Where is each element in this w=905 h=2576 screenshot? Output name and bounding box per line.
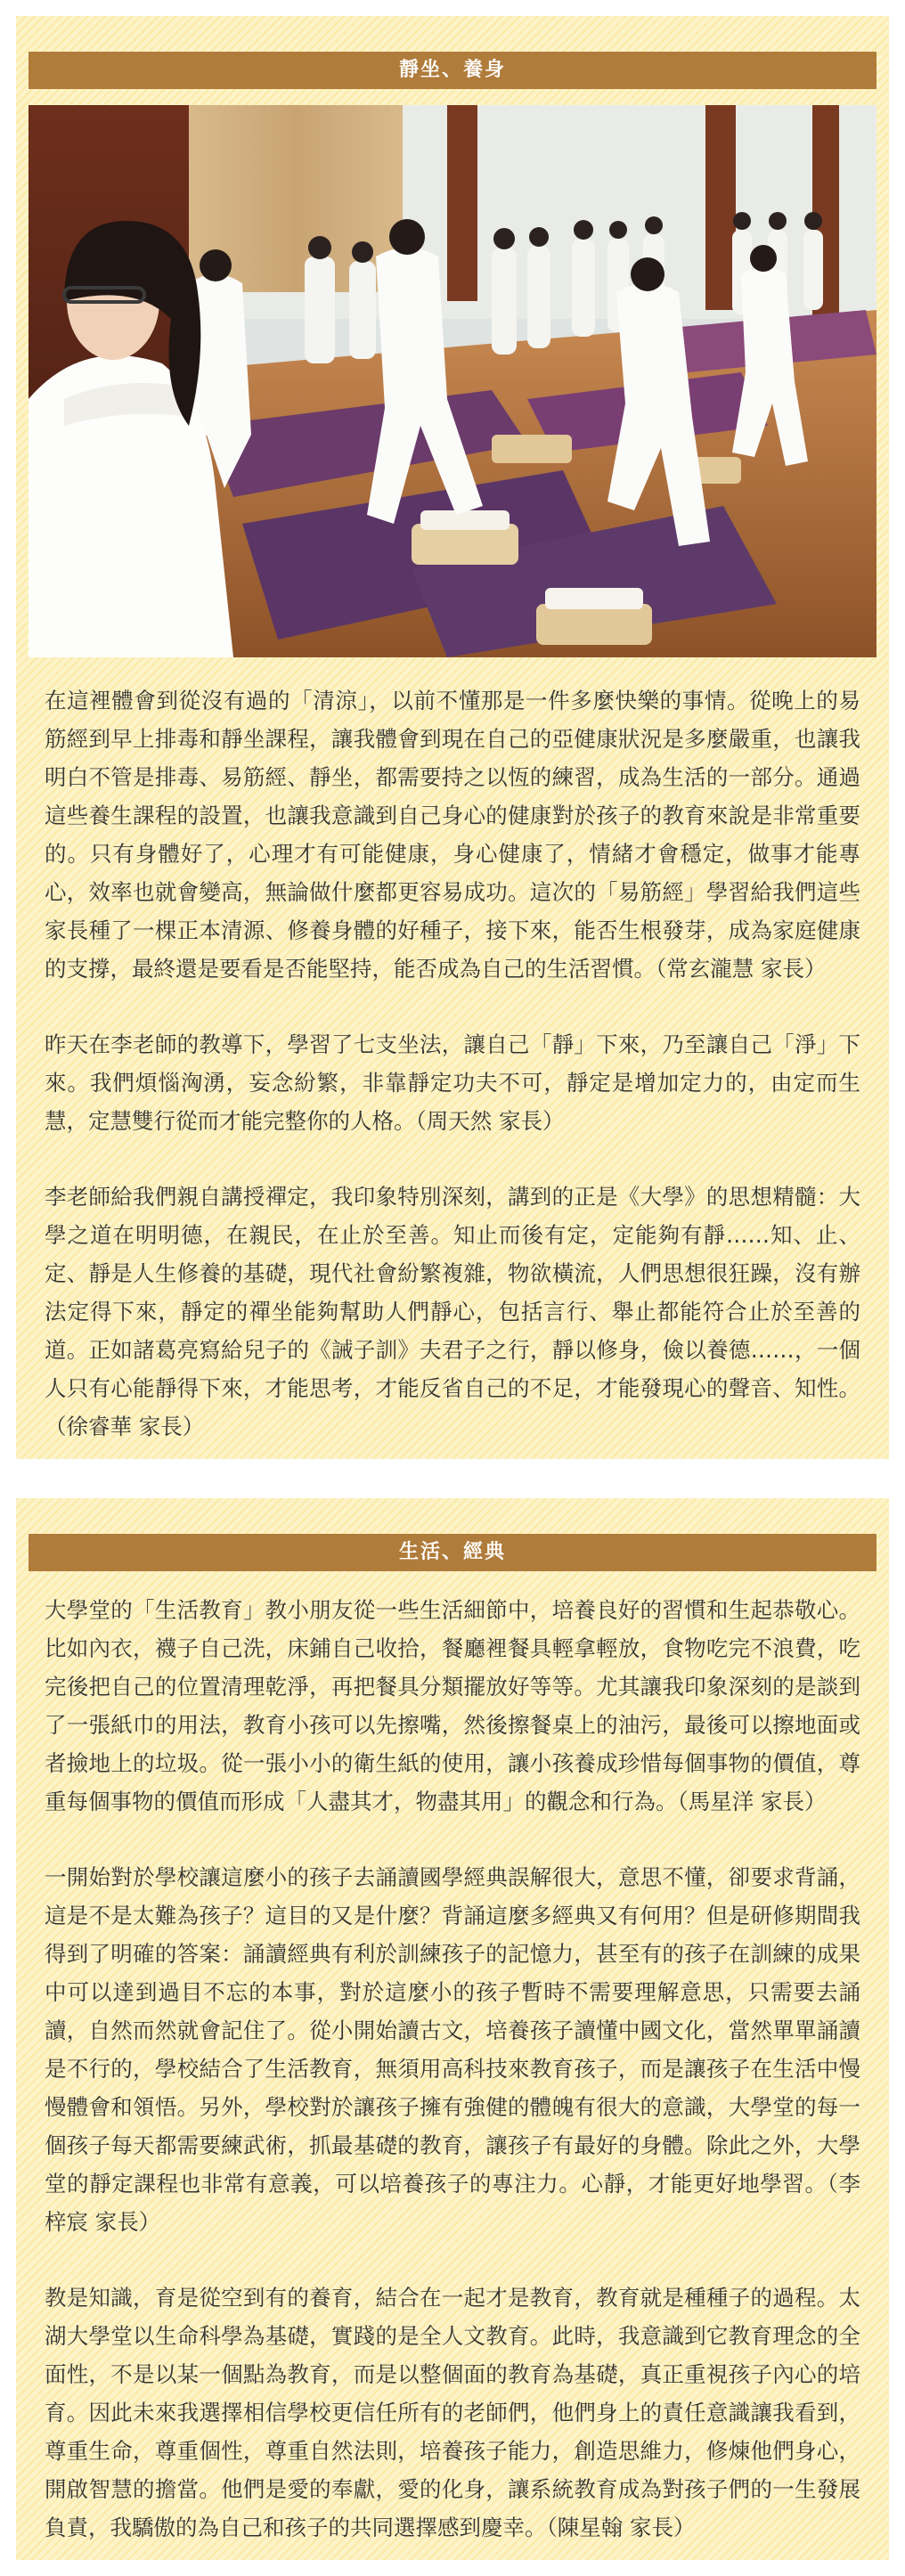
testimonial-paragraph: 一開始對於學校讓這麼小的孩子去誦讀國學經典誤解很大，意思不懂，卻要求背誦，這是不是太難為孩子？這目的又是什麼？背誦這麼多經典又有何用？但是研修期間我得到了明確的答案：誦讀經典有利於訓練孩子的記憶力，甚至有的孩子在訓練的成果中可以達到過目不忘的本事，對於這麼小的孩子暫時不需要理解意思，只需要去誦讀，自然而然就會記住了。從小開始讀古文，培養孩子讀懂中國文化，當然單單誦讀是不行的，學校結合了生活教育，無須用高科技來教育孩子，而是讓孩子在生活中慢慢體會和領悟。另外，學校對於讓孩子擁有強健的體魄有很大的意識，大學堂的每一個孩子每天都需要練武術，抓最基礎的教育，讓孩子有最好的身體。除此之外，大學堂的靜定課程也非常有意義，可以培養孩子的專注力。心靜，才能更好地學習。（李梓宸 家長） xyxy=(45,1864,860,2235)
yijinjing-practice-photo xyxy=(29,105,876,657)
testimonial-paragraph: 教是知識，育是從空到有的養育，結合在一起才是教育，教育就是種種子的過程。太湖大學堂以生命科學為基礎，實踐的是全人文教育。此時，我意識到它教育理念的全面性，不是以某一個點為教育，而是以整個面的教育為基礎，真正重視孩子內心的培育。因此未來我選擇相信學校更信任所有的老師們，他們身上的責任意識讓我看到，尊重生命，尊重個性，尊重自然法則，培養孩子能力，創造思維力，修煉他們身心，開啟智慧的擔當。他們是愛的奉獻，愛的化身，讓系統教育成為對孩子們的一生發展負責，我驕傲的為自己和孩子的共同選擇感到慶幸。（陳星翰 家長） xyxy=(45,2285,860,2540)
testimonial-paragraph: 昨天在李老師的教導下，學習了七支坐法，讓自己「靜」下來，乃至讓自己「淨」下來。我們煩惱洶湧，妄念紛繁，非靠靜定功夫不可，靜定是增加定力的，由定而生慧，定慧雙行從而才能完整你的人格。（周天然 家長） xyxy=(45,1031,860,1134)
section-title: 靜坐、養身 xyxy=(29,52,876,89)
testimonial-paragraph: 在這裡體會到從沒有過的「清涼」，以前不懂那是一件多麼快樂的事情。從晚上的易筋經到早上排毒和靜坐課程，讓我體會到現在自己的亞健康狀況是多麼嚴重，也讓我明白不管是排毒、易筋經、靜坐，都需要持之以恆的練習，成為生活的一部分。通過這些養生課程的設置，也讓我意識到自己身心的健康對於孩子的教育來說是非常重要的。只有身體好了，心理才有可能健康，身心健康了，情緒才會穩定，做事才能專心，效率也就會變高，無論做什麼都更容易成功。這次的「易筋經」學習給我們這些家長種了一棵正本清源、修養身體的好種子，接下來，能否生根發芽，成為家庭健康的支撐，最終還是要看是否能堅持，能否成為自己的生活習慣。（常玄瀧慧 家長） xyxy=(45,688,860,982)
section-title: 生活、經典 xyxy=(29,1534,876,1571)
testimonial-paragraph: 大學堂的「生活教育」教小朋友從一些生活細節中，培養良好的習慣和生起恭敬心。比如內衣，襪子自己洗，床鋪自己收拾，餐廳裡餐具輕拿輕放，食物吃完不浪費，吃完後把自己的位置清理乾淨，再把餐具分類擺放好等等。尤其讓我印象深刻的是談到了一張紙巾的用法，教育小孩可以先擦嘴，然後擦餐桌上的油污，最後可以擦地面或者撿地上的垃圾。從一張小小的衛生紙的使用，讓小孩養成珍惜每個事物的價值，尊重每個事物的價值而形成「人盡其才，物盡其用」的觀念和行為。（馬星洋 家長） xyxy=(45,1597,860,1814)
section-life-classics xyxy=(16,1498,889,2560)
testimonial-paragraph: 李老師給我們親自講授禪定，我印象特別深刻，講到的正是《大學》的思想精髓：大學之道在明明德，在親民，在止於至善。知止而後有定，定能夠有靜……知、止、定、靜是人生修養的基礎，現代社會紛繁複雜，物欲橫流，人們思想很狂躁，沒有辦法定得下來，靜定的禪坐能夠幫助人們靜心，包括言行、舉止都能符合止於至善的道。正如諸葛亮寫給兒子的《誡子訓》夫君子之行，靜以修身，儉以養德……，一個人只有心能靜得下來，才能思考，才能反省自己的不足，才能發現心的聲音、知性。（徐睿華 家長） xyxy=(45,1184,860,1439)
section-meditation xyxy=(16,16,889,1459)
